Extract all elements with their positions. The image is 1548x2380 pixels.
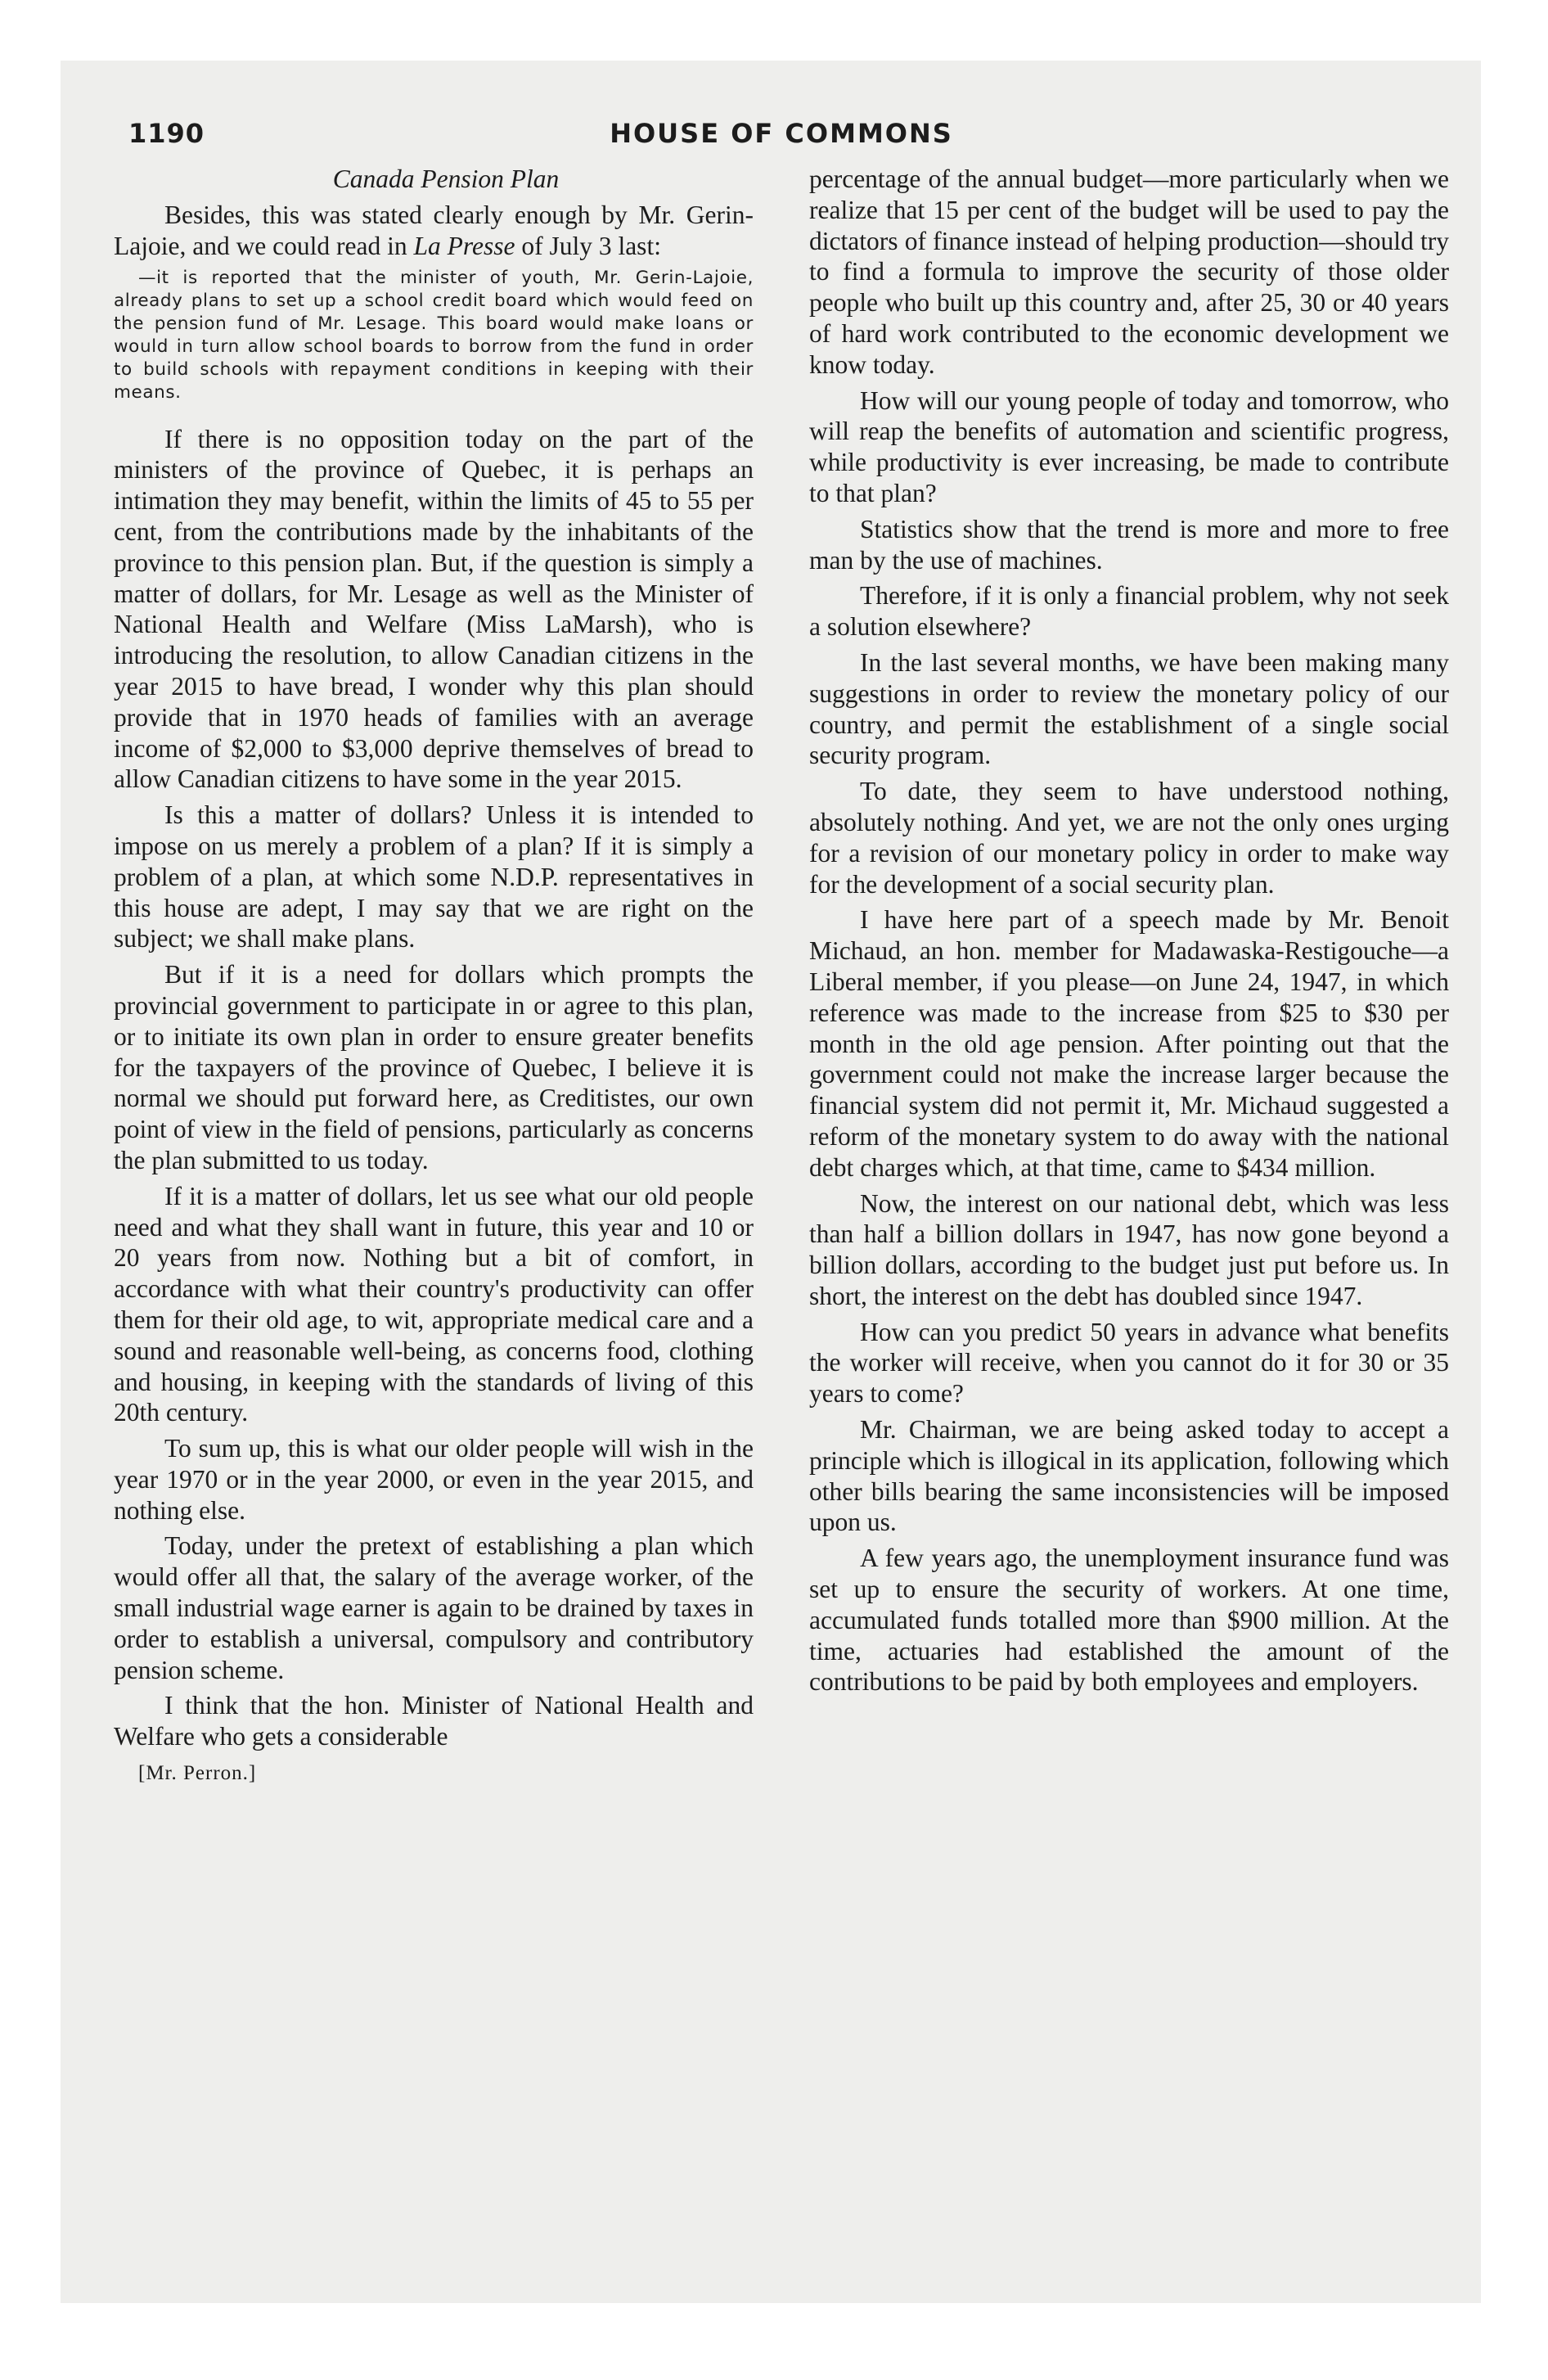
paragraph: But if it is a need for dollars which prompts the provincial government to participate in or agree to this plan, or to initiate its own plan in order to ensure greater benefits for the taxpayers of the province of Quebec, I believe it is normal we should put forward here, as Creditistes, our own point of view in the field of pensions, particularly as concerns the plan submitted to us today. [114, 960, 754, 1174]
paragraph: Statistics show that the trend is more and more to free man by the use of machines. [809, 514, 1449, 575]
paragraph: percentage of the annual budget—more particularly when we realize that 15 per cent of the budget will be used to pay the dictators of finance instead of helping production—should try to find a formula to improve the security of those older people who built up this country and, after 25, 30 or 40 years of hard work contributed to the economic development we know today. [809, 165, 1449, 379]
speaker-attribution: [Mr. Perron.] [138, 1762, 257, 1785]
page-sheet [61, 61, 1481, 2303]
paragraph: Therefore, if it is only a financial problem, why not seek a solution elsewhere? [809, 581, 1449, 642]
block-quote [114, 267, 754, 404]
paragraph-text: of July 3 last: [515, 231, 661, 260]
paragraph: Mr. Chairman, we are being asked today to accept a principle which is illogical in its application, following which other bills bearing the same inconsistencies will be imposed upon us. [809, 1415, 1449, 1537]
running-head: HOUSE OF COMMONS [610, 118, 953, 149]
paragraph: Now, the interest on our national debt, which was less than half a billion dollars in 1947, has now gone beyond a billion dollars, according to the budget just put before us. In short, the interest on the debt has doubled since 1947. [809, 1188, 1449, 1310]
paragraph: Is this a matter of dollars? Unless it is intended to impose on us merely a problem of a plan? If it is simply a problem of a plan, at which some N.D.P. representatives in this house are adept, I may say that we are right on the subject; we shall make plans. [114, 800, 754, 953]
paragraph: Today, under the pretext of establishing a plan which would offer all that, the salary of the average worker, of the small industrial wage earner is again to be drained by taxes in order to establish a universal, compulsory and contributory pension scheme. [114, 1531, 754, 1684]
paragraph: How will our young people of today and tomorrow, who will reap the benefits of automation and scientific progress, while productivity is ever increasing, be made to contribute to that plan? [809, 385, 1449, 507]
paragraph: In the last several months, we have been making many suggestions in order to review the monetary policy of our country, and permit the establishment of a single social security program. [809, 647, 1449, 770]
hansard-page [114, 118, 1449, 2279]
paragraph: To date, they seem to have understood nothing, absolutely nothing. And yet, we are not the only ones urging for a revision of our monetary policy in order to make way for the development of a social security plan. [809, 777, 1449, 899]
paragraph: How can you predict 50 years in advance what benefits the worker will receive, when you cannot do it for 30 or 35 years to come? [809, 1317, 1449, 1409]
right-column [809, 164, 1449, 1702]
paragraph: If it is a matter of dollars, let us see what our old people need and what they shall want in future, this year and 10 or 20 years from now. Nothing but a bit of comfort, in accordance with what their country's productivity can offer them for their old age, to wit, appropriate medical care and a sound and reasonable well-being, as concerns food, clothing and housing, in keeping with the standards of living of this 20th century. [114, 1181, 754, 1427]
paragraph-text: Besides, this was stated clearly enough by Mr. Gerin-Lajoie, and we could read in [114, 201, 754, 260]
page-header [114, 118, 1449, 164]
paragraph: A few years ago, the unemployment insurance fund was set up to ensure the security of workers. At one time, accumulated funds totalled more than $900 million. At the time, actuaries had established the amount of the contributions to be paid by both employees and employers. [809, 1544, 1449, 1697]
newspaper-title: La Presse [413, 231, 515, 260]
section-subheading: Canada Pension Plan [332, 165, 560, 193]
paragraph: I have here part of a speech made by Mr. Benoit Michaud, an hon. member for Madawaska-Restigouche—a Liberal member, if you please—on June 24, 1947, in which reference was made to the increase from $25 to $30 per month in the old age pension. After pointing out that the government could not make the increase larger because the financial system did not permit it, Mr. Michaud suggested a reform of the monetary system to do away with the national debt charges which, at that time, came to $434 million. [809, 905, 1449, 1182]
paragraph [114, 200, 754, 262]
paragraph: I think that the hon. Minister of National Health and Welfare who gets a considerable [114, 1691, 754, 1751]
page-number: 1190 [128, 118, 205, 149]
left-column [114, 164, 754, 1785]
quote-text: —it is reported that the minister of youth, Mr. Gerin-Lajoie, already plans to set up a school credit board which would feed on the pension fund of Mr. Lesage. This board would make loans or would in turn allow school boards to borrow from the fund in order to build schools with repayment conditions in keeping with their means. [114, 267, 754, 403]
paragraph: If there is no opposition today on the part of the ministers of the province of Quebec, it is perhaps an intimation they may benefit, within the limits of 45 to 55 per cent, from the contributions made by the inhabitants of the province to this pension plan. But, if the question is simply a matter of dollars, for Mr. Lesage as well as the Minister of National Health and Welfare (Miss LaMarsh), who is introducing the resolution, to allow Canadian citizens in the year 2015 to have bread, I wonder why this plan should provide that in 1970 heads of families with an average income of $2,000 to $3,000 deprive themselves of bread to allow Canadian citizens to have some in the year 2015. [114, 424, 754, 794]
paragraph: To sum up, this is what our older people will wish in the year 1970 or in the year 2000, or even in the year 2015, and nothing else. [114, 1434, 754, 1525]
